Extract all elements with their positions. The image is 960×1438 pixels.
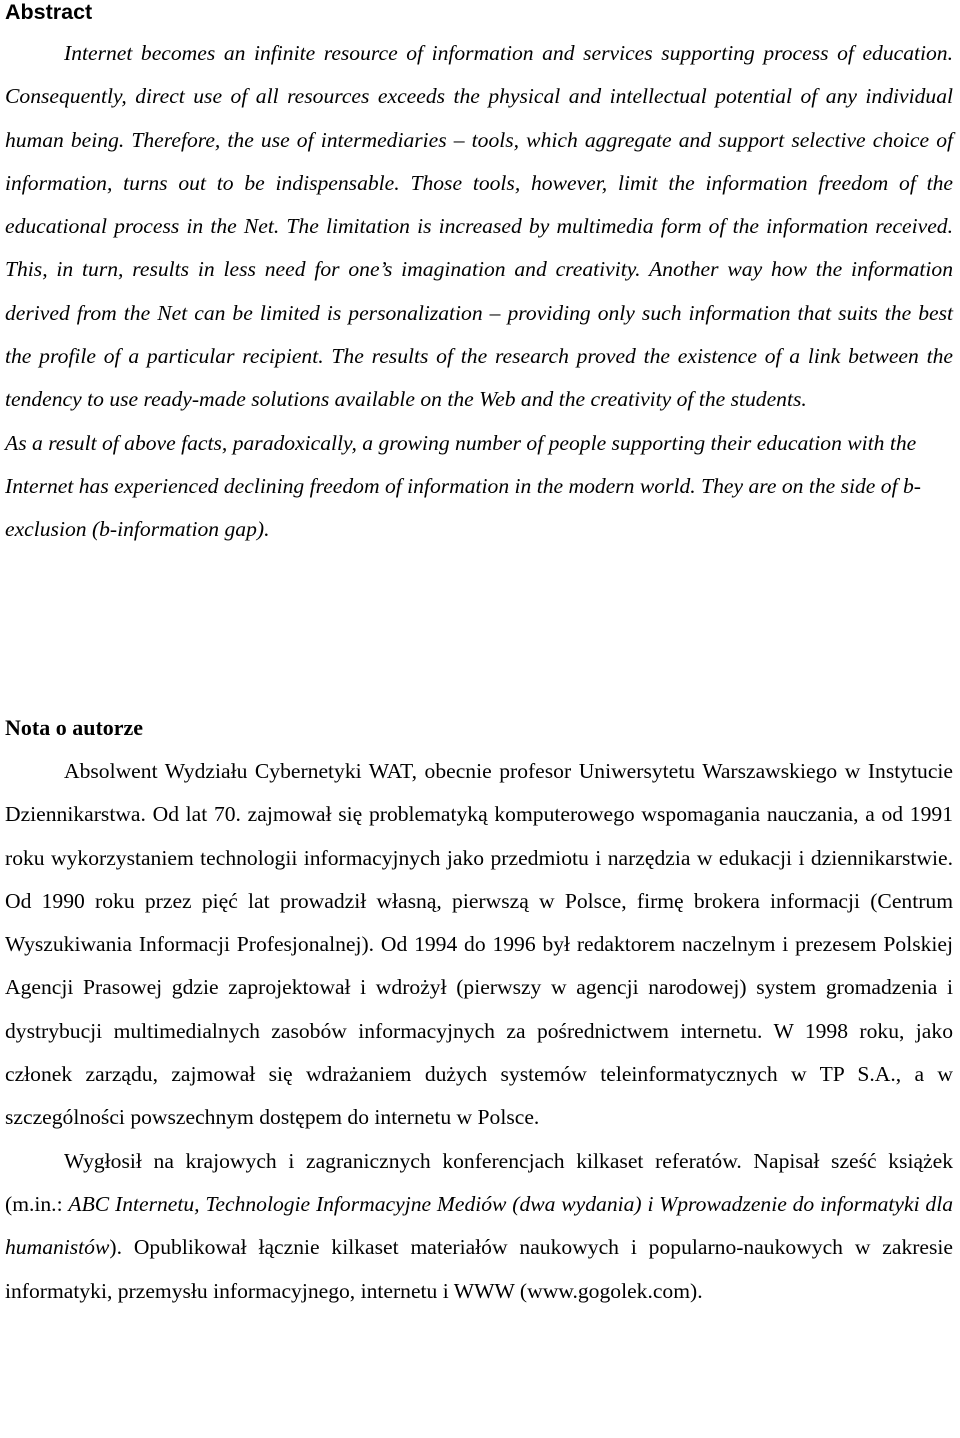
book-title-connector: i [647,1191,654,1216]
abstract-body [5,32,953,552]
book-title-wprowadzenie-do-informatyki: Wprowadzenie do informatyki dla humanistów [5,1191,953,1260]
author-note-body [5,750,953,1313]
abstract-paragraph-2: As a result of above facts, paradoxically, a growing number of people supporting their education with the Internet has experienced declining freedom of information in the modern world. They are on the side of b-exclusion (b-information gap). [5,430,921,542]
book-title-abc-internetu: ABC Internetu, [68,1191,200,1216]
author-note-paragraph-1: Absolwent Wydziału Cybernetyki WAT, obecnie profesor Uniwersytetu Warszawskiego w Instytucie Dziennikarstwa. Od lat 70. zajmował się problematyką komputerowego wspomagania nauczania, a od 1991 roku wykorzystaniem technologii informacyjnych jako przedmiotu i narzędzia w edukacji i dziennikarstwie. Od 1990 roku przez pięć lat prowadził własną, pierwszą w Polsce, firmę brokera informacji (Centrum Wyszukiwania Informacji Profesjonalnej). Od 1994 do 1996 był redaktorem naczelnym i prezesem Polskiej Agencji Prasowej gdzie zaprojektował i wdrożył (pierwszy w agencji narodowej) system gromadzenia i dystrybucji multimedialnych zasobów informacyjnych za pośrednictwem internetu. W 1998 roku, jako członek zarządu, zajmował się wdrażaniem dużych systemów teleinformatycznych w TP S.A., a w szczególności powszechnym dostępem do internetu w Polsce. [5,759,953,1130]
author-note-paragraph-2 [5,1140,953,1313]
author-note-paragraph-2-intro: Wygłosił na krajowych i zagranicznych konferencjach kilkaset referatów. Napisał sześć książek (m.in.: [5,1148,953,1216]
abstract-paragraph-1: Internet becomes an infinite resource of information and services supporting process of education. Consequently, direct use of all resources exceeds the physical and intellectual potential of any individual human being. Therefore, the use of intermediaries – tools, which aggregate and support selective choice of information, turns out to be indispensable. Those tools, however, limit the information freedom of the educational process in the Net. The limitation is increased by multimedia form of the information received. This, in turn, results in less need for one’s imagination and creativity. Another way how the information derived from the Net can be limited is personalization – providing only such information that suits the best the profile of a particular recipient. The results of the research proved the existence of a link between the tendency to use ready-made solutions available on the Web and the creativity of the students. [5,41,953,412]
book-title-technologie-informacyjne-mediow: Technologie Informacyjne Mediów (dwa wydania) [205,1191,642,1216]
abstract-heading: Abstract [5,0,93,24]
author-note-paragraph-2-rest: ). Opublikował łącznie kilkaset materiałów naukowych i popularno-naukowych w zakresie informatyki, przemysłu informacyjnego, internetu i WWW (www.gogolek.com). [5,1235,953,1303]
author-note-heading: Nota o autorze [5,715,144,740]
